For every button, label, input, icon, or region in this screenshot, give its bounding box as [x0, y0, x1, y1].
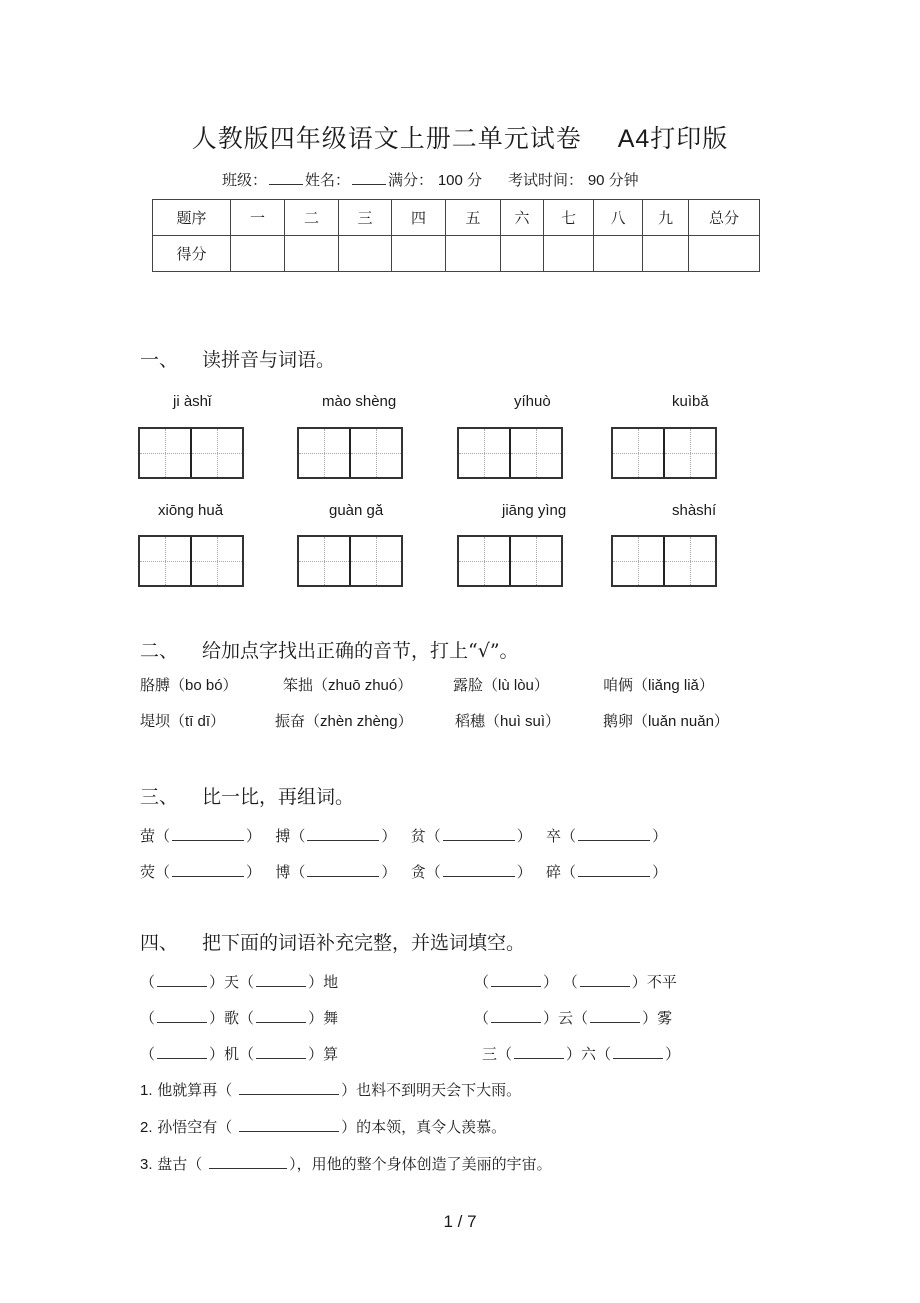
choice-options[interactable]: （tī dī） [170, 713, 226, 730]
score-table-score-row [153, 236, 760, 272]
writing-grid-2[interactable] [297, 427, 403, 479]
compare-char: 博 [275, 863, 291, 881]
idiom-char: 雾 [657, 1009, 673, 1027]
idiom-blank[interactable] [256, 1044, 306, 1059]
pinyin-6: guàn gǎ [329, 502, 384, 519]
idiom-char: 不平 [646, 973, 677, 991]
name-label: 姓名： [305, 171, 351, 189]
score-cell-7[interactable] [544, 236, 594, 272]
sentence-blank[interactable] [239, 1117, 339, 1132]
sentence-before: 盘古（ [157, 1155, 203, 1173]
name-blank[interactable] [352, 170, 386, 185]
score-cell-3[interactable] [339, 236, 392, 272]
pinyin-7: jiāng yìng [502, 502, 567, 519]
pinyin-3: yíhuò [514, 393, 551, 410]
sentence-before: 孙悟空有（ [157, 1118, 233, 1136]
idiom-blank[interactable] [514, 1044, 564, 1059]
idiom-left-2: （ ）歌（ ）舞 [140, 1009, 339, 1027]
pinyin-choice-8 [603, 710, 729, 731]
section-title: 给加点字找出正确的音节，打上“√”。 [202, 640, 519, 662]
full-score-value: 100 分 [437, 172, 483, 189]
idiom-char: 三 [482, 1045, 498, 1063]
idiom-left-3: （ ）机（ ）算 [140, 1045, 339, 1063]
score-cell-8[interactable] [594, 236, 643, 272]
header-cell-order: 题序 [153, 200, 231, 236]
pinyin-4: kuìbǎ [672, 393, 709, 410]
word-blank[interactable] [443, 826, 515, 841]
idiom-blank[interactable] [491, 972, 541, 987]
header-cell-6: 六 [501, 200, 544, 236]
word-blank[interactable] [443, 862, 515, 877]
section-number: 四、 [140, 932, 179, 954]
header-cell-1: 一 [231, 200, 285, 236]
idiom-right-3: 三（ ）六（ ） [482, 1045, 681, 1063]
compare-char: 萤 [140, 827, 156, 845]
sentence-after: ），用他的整个身体创造了美丽的宇宙。 [289, 1155, 552, 1173]
writing-grid-6[interactable] [297, 535, 403, 587]
choice-word: 振奋 [275, 712, 306, 730]
idiom-blank[interactable] [157, 972, 207, 987]
header-cell-9: 九 [643, 200, 689, 236]
score-cell-2[interactable] [285, 236, 339, 272]
choice-options[interactable]: （zhuō zhuó） [313, 677, 413, 694]
page-number: 1 / 7 [443, 1212, 477, 1231]
writing-grid-3[interactable] [457, 427, 563, 479]
header-cell-7: 七 [544, 200, 594, 236]
header-cell-5: 五 [446, 200, 501, 236]
writing-grid-5[interactable] [138, 535, 244, 587]
score-cell-total[interactable] [689, 236, 760, 272]
idiom-char: 云 [558, 1009, 574, 1027]
section-number: 一、 [140, 349, 179, 371]
pinyin-8: shàshí [672, 502, 717, 519]
idiom-blank[interactable] [580, 972, 630, 987]
sentence-after: ）也料不到明天会下大雨。 [341, 1081, 522, 1099]
word-blank[interactable] [578, 862, 650, 877]
exam-meta [222, 169, 639, 190]
section-3-heading [140, 782, 354, 809]
section-title: 把下面的词语补充完整，并选词填空。 [202, 932, 526, 954]
sentence-3 [140, 1153, 552, 1174]
choice-word: 笨拙 [283, 676, 314, 694]
idiom-char: 歌 [224, 1009, 240, 1027]
idiom-blank[interactable] [256, 972, 306, 987]
idiom-blank[interactable] [157, 1008, 207, 1023]
compare-row-1: 萤（ ） 搏（ ） 贫（ ） 卒（ ） [140, 827, 668, 845]
choice-options[interactable]: （liǎng liǎ） [633, 677, 714, 694]
compare-char: 搏 [275, 827, 291, 845]
idiom-char: 六 [581, 1045, 597, 1063]
writing-grid-1[interactable] [138, 427, 244, 479]
writing-grid-4[interactable] [611, 427, 717, 479]
sentence-number: 1. [140, 1082, 153, 1099]
header-cell-3: 三 [339, 200, 392, 236]
choice-options[interactable]: （lù lòu） [483, 677, 549, 694]
score-cell-1[interactable] [231, 236, 285, 272]
pinyin-choice-4 [603, 674, 714, 695]
pinyin-1: ji àshǐ [173, 393, 212, 410]
compare-char: 荧 [140, 863, 156, 881]
pinyin-choice-7 [455, 710, 560, 731]
compare-char: 贫 [410, 827, 426, 845]
class-blank[interactable] [269, 170, 303, 185]
pinyin-choice-3 [453, 674, 549, 695]
word-blank[interactable] [172, 862, 244, 877]
choice-options[interactable]: （huì suì） [485, 713, 561, 730]
choice-options[interactable]: （bo bó） [170, 677, 238, 694]
section-title: 比一比，再组词。 [202, 786, 355, 808]
choice-word: 稻穗 [455, 712, 486, 730]
idiom-blank[interactable] [590, 1008, 640, 1023]
compare-char: 卒 [546, 827, 562, 845]
section-number: 三、 [140, 786, 179, 808]
choice-word: 咱俩 [603, 676, 634, 694]
section-title: 读拼音与词语。 [202, 349, 336, 371]
header-cell-2: 二 [285, 200, 339, 236]
idiom-blank[interactable] [491, 1008, 541, 1023]
section-1-heading [140, 345, 335, 372]
word-blank[interactable] [578, 826, 650, 841]
choice-word: 胳膊 [140, 676, 171, 694]
title-text: 人教版四年级语文上册二单元试卷 [191, 124, 582, 153]
idiom-blank[interactable] [256, 1008, 306, 1023]
idiom-right-1: （ ） （ ）不平 [474, 973, 677, 991]
pinyin-choice-1 [140, 674, 238, 695]
header-cell-4: 四 [392, 200, 446, 236]
word-blank[interactable] [172, 826, 244, 841]
idiom-char: 天 [224, 973, 240, 991]
compare-row-2: 荧（ ） 博（ ） 贪（ ） 碎（ ） [140, 863, 668, 881]
pinyin-choice-6 [275, 710, 413, 731]
idiom-char: 地 [323, 973, 339, 991]
pinyin-5: xiōng huǎ [158, 502, 224, 519]
page-title [0, 119, 920, 155]
sentence-blank[interactable] [239, 1080, 339, 1095]
writing-grid-8[interactable] [611, 535, 717, 587]
score-row-label: 得分 [153, 236, 231, 272]
compare-char: 碎 [546, 863, 562, 881]
idiom-blank[interactable] [613, 1044, 663, 1059]
idiom-char: 舞 [323, 1009, 339, 1027]
idiom-char: 机 [224, 1045, 240, 1063]
choice-options[interactable]: （luǎn nuǎn） [633, 713, 729, 730]
writing-grid-7[interactable] [457, 535, 563, 587]
time-label: 考试时间： [508, 171, 584, 189]
choice-word: 堤坝 [140, 712, 171, 730]
choice-word: 鹅卵 [603, 712, 634, 730]
pinyin-choice-5 [140, 710, 225, 731]
score-cell-6[interactable] [501, 236, 544, 272]
compare-char: 贪 [410, 863, 426, 881]
pinyin-2: mào shèng [322, 393, 397, 410]
score-table [152, 199, 760, 272]
score-cell-4[interactable] [392, 236, 446, 272]
sentence-number: 3. [140, 1156, 153, 1173]
section-4-heading [140, 928, 525, 955]
idiom-right-2: （ ）云（ ）雾 [474, 1009, 673, 1027]
score-table-header-row [153, 200, 760, 236]
sentence-1 [140, 1079, 521, 1100]
full-score-label: 满分： [388, 171, 434, 189]
idiom-char: 算 [323, 1045, 339, 1063]
title-suffix: A4打印版 [617, 125, 729, 153]
choice-word: 露脸 [453, 676, 484, 694]
word-blank[interactable] [307, 862, 379, 877]
sentence-2 [140, 1116, 506, 1137]
pinyin-choice-2 [283, 674, 412, 695]
score-cell-9[interactable] [643, 236, 689, 272]
time-value: 90 分钟 [587, 172, 639, 189]
sentence-before: 他就算再（ [157, 1081, 233, 1099]
idiom-blank[interactable] [157, 1044, 207, 1059]
sentence-blank[interactable] [209, 1154, 287, 1169]
choice-options[interactable]: （zhèn zhèng） [305, 713, 413, 730]
sentence-number: 2. [140, 1119, 153, 1136]
sentence-after: ）的本领，真令人羡慕。 [341, 1118, 507, 1136]
class-label: 班级： [222, 171, 268, 189]
header-cell-8: 八 [594, 200, 643, 236]
section-number: 二、 [140, 640, 179, 662]
idiom-left-1: （ ）天（ ）地 [140, 973, 339, 991]
score-cell-5[interactable] [446, 236, 501, 272]
header-cell-total: 总分 [689, 200, 760, 236]
section-2-heading [140, 636, 519, 663]
word-blank[interactable] [307, 826, 379, 841]
